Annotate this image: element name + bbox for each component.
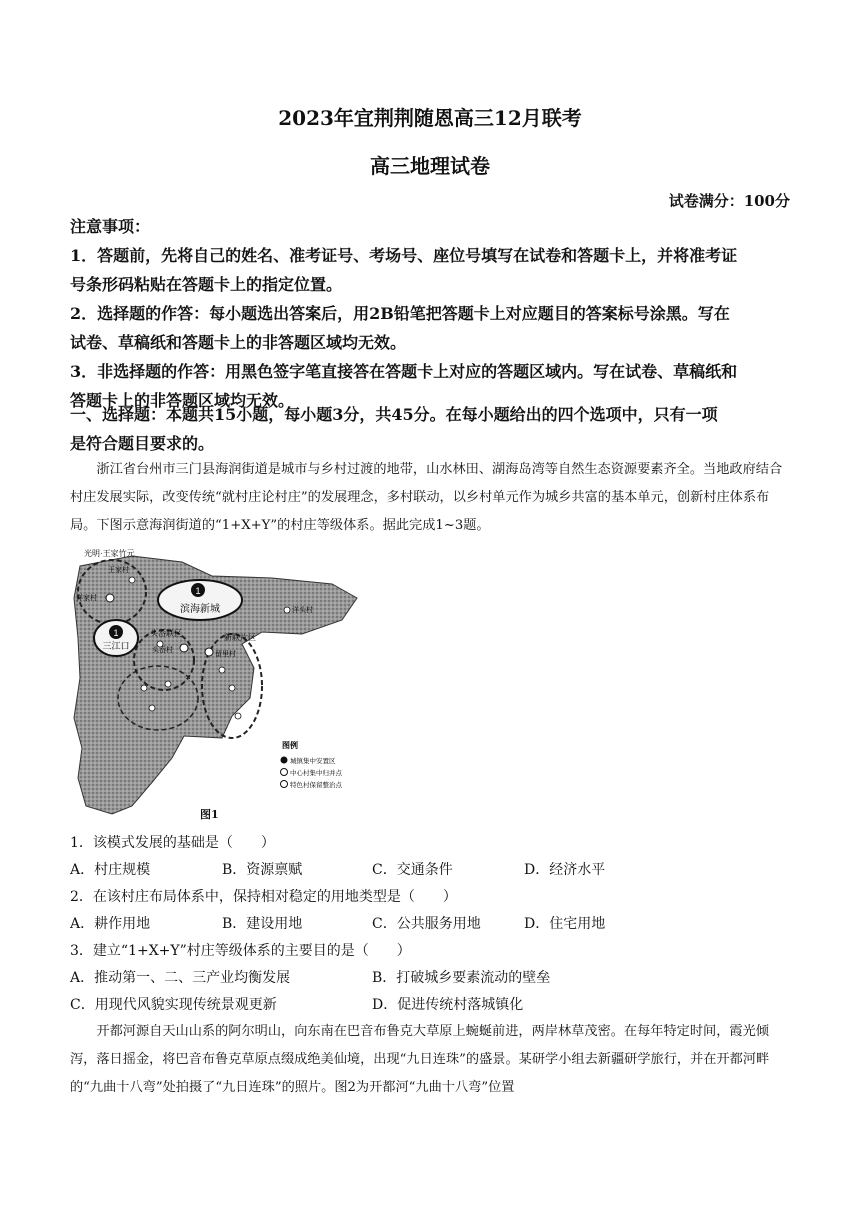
section-heading (70, 400, 800, 458)
q3-option-a: A．推动第一、二、三产业均衡发展 (70, 970, 291, 986)
map-legend (281, 740, 343, 789)
liuli-label: 留里村 (215, 651, 236, 658)
north-group-label: 光明·王家竹元 (84, 549, 135, 558)
q1-option-d: D．经济水平 (524, 862, 606, 878)
question-3-stem: 3．建立“1+X+Y”村庄等级体系的主要目的是（ ） (70, 943, 411, 959)
notice-line: 答题卡上的非答题区域均无效。 (70, 391, 295, 410)
full-score: 试卷满分：100分 (668, 192, 790, 210)
q2-option-a: A．耕作用地 (70, 916, 151, 932)
yangtou-label: 洋头村 (292, 607, 313, 614)
legend-item: 城镇集中安置区 (290, 758, 336, 765)
legend-item: 特色村保留整治点 (290, 782, 342, 789)
notice-line: 试卷、草稿纸和答题卡上的非答题区域均无效。 (70, 333, 407, 352)
toumen-group-label: 头岙联区 (150, 629, 182, 638)
figure-1-map (72, 548, 362, 824)
notice-line: 号条形码粘贴在答题卡上的指定位置。 (70, 275, 343, 294)
exam-subtitle: 高三地理试卷 (370, 154, 490, 178)
notice-list (70, 241, 800, 415)
toumen-label: 头岙村 (152, 647, 173, 654)
exam-title: 2023年宜荆荆随恩高三12月联考 (278, 106, 582, 130)
question-1-stem: 1．该模式发展的基础是（ ） (70, 835, 275, 851)
q3-option-c: C．用现代风貌实现传统景观更新 (70, 997, 277, 1013)
section-line: 是符合题目要求的。 (70, 434, 215, 453)
notice-line: 2．选择题的作答：每小题选出答案后，用2B铅笔把答题卡上对应题目的答案标号涂黑。写在 (70, 304, 730, 323)
svg-text:1: 1 (113, 628, 119, 638)
notice-line: 3．非选择题的作答：用黑色签字笔直接答在答题卡上对应的答题区域内。写在试卷、草稿纸和 (70, 362, 738, 381)
village-map (72, 548, 362, 824)
question-2-stem: 2．在该村庄布局体系中，保持相对稳定的用地类型是（ ） (70, 889, 457, 905)
legend-item: 中心村集中归并点 (290, 770, 342, 777)
legend-title: 图例 (282, 741, 298, 750)
sanjiangkou-label: 三江口 (102, 641, 130, 651)
q1-option-b: B．资源禀赋 (222, 862, 303, 878)
figure-1-caption: 图1 (200, 808, 219, 821)
xiangjia-label: 祥家村 (76, 595, 97, 602)
notice-heading: 注意事项： (70, 217, 151, 236)
q2-option-c: C．公共服务用地 (372, 916, 481, 932)
section-line: 一、选择题：本题共15小题，每小题3分，共45分。在每小题给出的四个选项中，只有一项 (70, 405, 718, 424)
q1-option-a: A．村庄规模 (70, 862, 151, 878)
q1-option-c: C．交通条件 (372, 862, 453, 878)
wangjia-label: 王家村 (108, 567, 129, 574)
svg-text:1: 1 (195, 586, 201, 596)
q2-option-d: D．住宅用地 (524, 916, 606, 932)
q3-option-d: D．促进传统村落城镇化 (372, 997, 524, 1013)
q3-option-b: B．打破城乡要素流动的壁垒 (372, 970, 551, 986)
passage-1: 浙江省台州市三门县海润街道是城市与乡村过渡的地带，山水林田、湖海岛湾等自然生态资源要素齐全。当地政府结合村庄发展实际，改变传统“就村庄论村庄”的发展理念，多村联动，以乡村单元作为城乡共富的基本单元，创新村庄体系布局。下图示意海润街道的“1+X+Y”的村庄等级体系。据此完成1~3题。 (70, 462, 783, 533)
q2-option-b: B．建设用地 (222, 916, 303, 932)
binhai-label: 滨海新城 (180, 604, 220, 615)
east-group-label: 新联片区 (224, 633, 256, 642)
passage-2: 开都河源自天山山系的阿尔明山，向东南在巴音布鲁克大草原上蜿蜒前进，两岸林草茂密。在每年特定时间，霞光倾泻，落日摇金，将巴音布鲁克草原点缀成绝美仙境，出现“九日连珠”的盛景。某研学小组去新疆研学旅行，并在开都河畔的“九曲十八弯”处拍摄了“九日连珠”的照片。图2为开都河“九曲十八弯”位置 (70, 1024, 770, 1095)
notice-line: 1．答题前，先将自己的姓名、准考证号、考场号、座位号填写在试卷和答题卡上，并将准考证 (70, 246, 738, 265)
